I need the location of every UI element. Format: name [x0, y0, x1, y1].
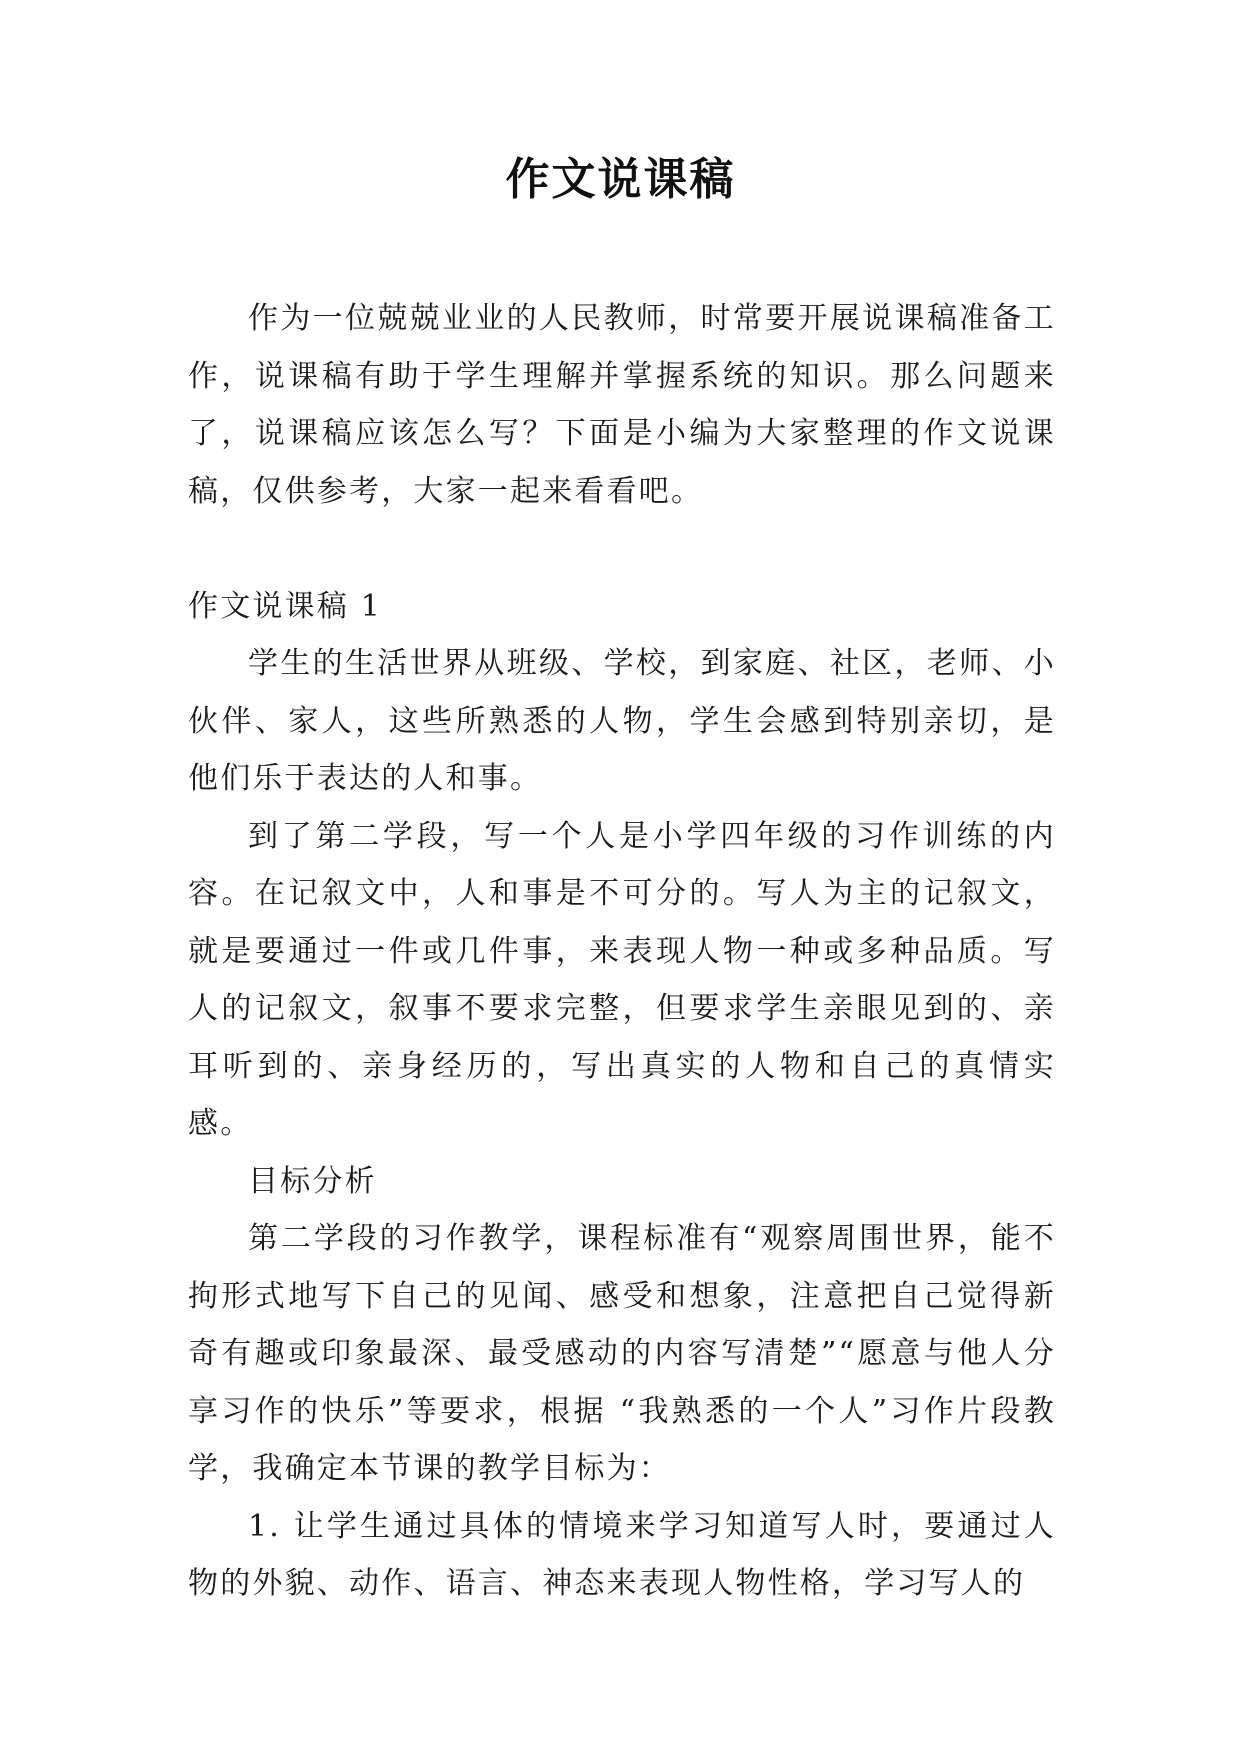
intro-paragraph: 作为一位兢兢业业的人民教师，时常要开展说课稿准备工作，说课稿有助于学生理解并掌握系统的知识。那么问题来了，说课稿应该怎么写？下面是小编为大家整理的作文说课稿，仅供参考，大家一起来看看吧。 — [188, 301, 1056, 509]
section-heading: 作文说课稿 1 — [188, 588, 383, 624]
subheading-target-analysis: 目标分析 — [248, 1163, 377, 1199]
body-paragraph: 学生的生活世界从班级、学校，到家庭、社区，老师、小伙伴、家人，这些所熟悉的人物，学生会感到特别亲切，是他们乐于表达的人和事。 — [188, 646, 1056, 796]
body-paragraph: 到了第二学段，写一个人是小学四年级的习作训练的内容。在记叙文中，人和事是不可分的。写人为主的记叙文，就是要通过一件或几件事，来表现人物一种或多种品质。写人的记叙文，叙事不要求完整，但要求学生亲眼见到的、亲耳听到的、亲身经历的，写出真实的人物和自己的真情实感。 — [188, 818, 1056, 1141]
numbered-paragraph: 1. 让学生通过具体的情境来学习知道写人时，要通过人物的外貌、动作、语言、神态来表现人物性格，学习写人的 — [188, 1508, 1056, 1601]
document-title: 作文说课稿 — [505, 154, 736, 205]
document-body — [188, 290, 1056, 1613]
body-paragraph: 第二学段的习作教学，课程标准有“观察周围世界，能不拘形式地写下自己的见闻、感受和想象，注意把自己觉得新奇有趣或印象最深、最受感动的内容写清楚”“愿意与他人分享习作的快乐”等要求，根据 “我熟悉的一个人”习作片段教学，我确定本节课的教学目标为： — [188, 1221, 1056, 1486]
